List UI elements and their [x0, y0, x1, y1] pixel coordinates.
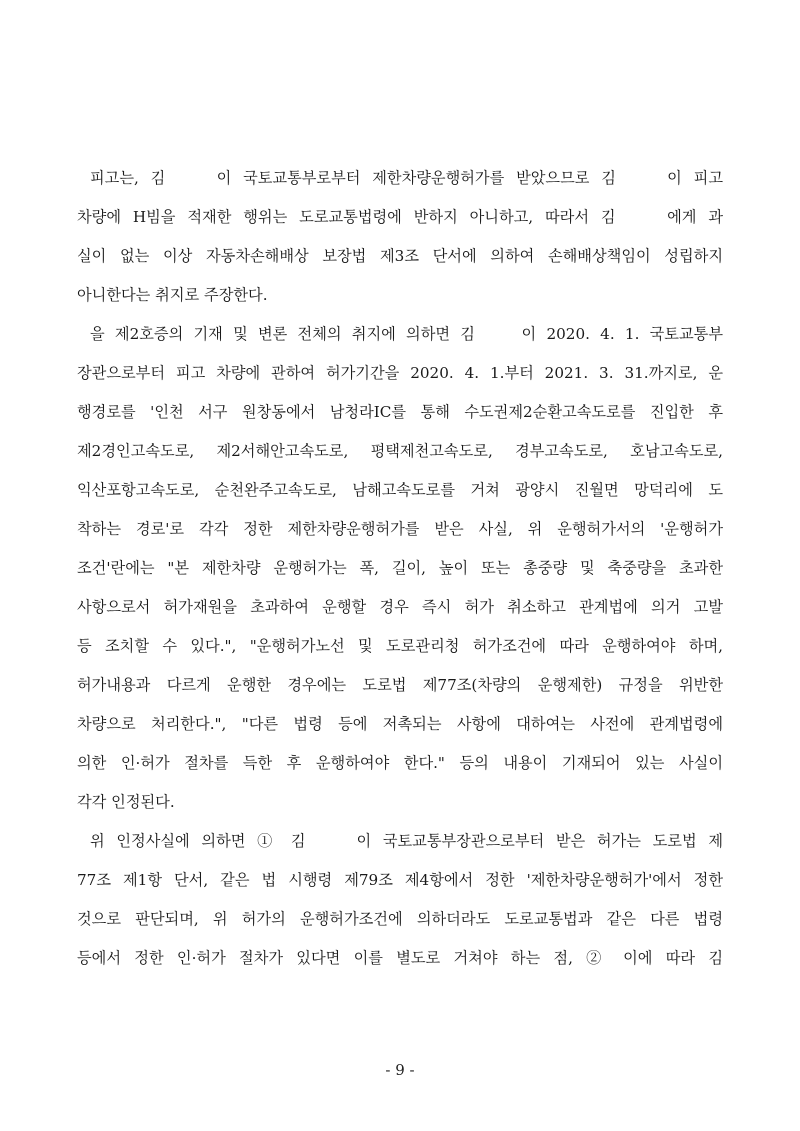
- text-line: 위 인정사실에 의하면 ① 김 이 국토교통부장관으로부터 받은 허가는 도로법 제: [90, 832, 723, 850]
- document-body: [77, 162, 723, 981]
- text-line: 행경로를 '인천 서구 원창동에서 남청라IC를 통해 수도권제2순환고속도로를 진입한 후: [77, 403, 723, 421]
- text-line: 것으로 판단되며, 위 허가의 운행허가조건에 의하더라도 도로교통법과 같은 다른 법령: [77, 910, 723, 928]
- text-line: 조건'란에는 "본 제한차량 운행허가는 폭, 길이, 높이 또는 총중량 및 축중량을 초과한: [77, 559, 723, 577]
- paragraph-recognized-facts: [77, 318, 723, 825]
- text-line: 의한 인·허가 절차를 득한 후 운행하여야 한다." 등의 내용이 기재되어 있는 사실이: [77, 754, 723, 772]
- text-line: 등에서 정한 인·허가 절차가 있다면 이를 별도로 거쳐야 하는 점, ② 이에 따라 김: [77, 949, 723, 967]
- text-line: 각각 인정된다.: [77, 793, 175, 811]
- paragraph-analysis: [77, 825, 723, 981]
- text-line: 제2경인고속도로, 제2서해안고속도로, 평택제천고속도로, 경부고속도로, 호남고속도로,: [77, 442, 723, 460]
- text-line: 장관으로부터 피고 차량에 관하여 허가기간을 2020. 4. 1.부터 2021. 3. 31.까지로, 운: [77, 364, 723, 382]
- text-line: 익산포항고속도로, 순천완주고속도로, 남해고속도로를 거쳐 광양시 진월면 망덕리에 도: [77, 481, 723, 499]
- text-line: 착하는 경로'로 각각 정한 제한차량운행허가를 받은 사실, 위 운행허가서의 '운행허가: [77, 520, 723, 538]
- text-line: 77조 제1항 단서, 같은 법 시행령 제79조 제4항에서 정한 '제한차량운행허가'에서 정한: [77, 871, 723, 889]
- text-line: 등 조치할 수 있다.", "운행허가노선 및 도로관리청 허가조건에 따라 운행하여야 하며,: [77, 637, 723, 655]
- paragraph-defendant-claim: [77, 162, 723, 318]
- text-line: 허가내용과 다르게 운행한 경우에는 도로법 제77조(차량의 운행제한) 규정을 위반한: [77, 676, 723, 694]
- text-line: 실이 없는 이상 자동차손해배상 보장법 제3조 단서에 의하여 손해배상책임이 성립하지: [77, 247, 723, 265]
- text-line: 을 제2호증의 기재 및 변론 전체의 취지에 의하면 김 이 2020. 4. 1. 국토교통부: [90, 325, 723, 343]
- text-line: 피고는, 김 이 국토교통부로부터 제한차량운행허가를 받았으므로 김 이 피고: [90, 169, 723, 187]
- text-line: 차량에 H빔을 적재한 행위는 도로교통법령에 반하지 아니하고, 따라서 김 에게 과: [77, 208, 723, 226]
- text-line: 사항으로서 허가재원을 초과하여 운행할 경우 즉시 허가 취소하고 관계법에 의거 고발: [77, 598, 723, 616]
- page-number: - 9 -: [385, 1061, 415, 1079]
- text-line: 차량으로 처리한다.", "다른 법령 등에 저촉되는 사항에 대하여는 사전에 관계법령에: [77, 715, 723, 733]
- text-line: 아니한다는 취지로 주장한다.: [77, 286, 268, 304]
